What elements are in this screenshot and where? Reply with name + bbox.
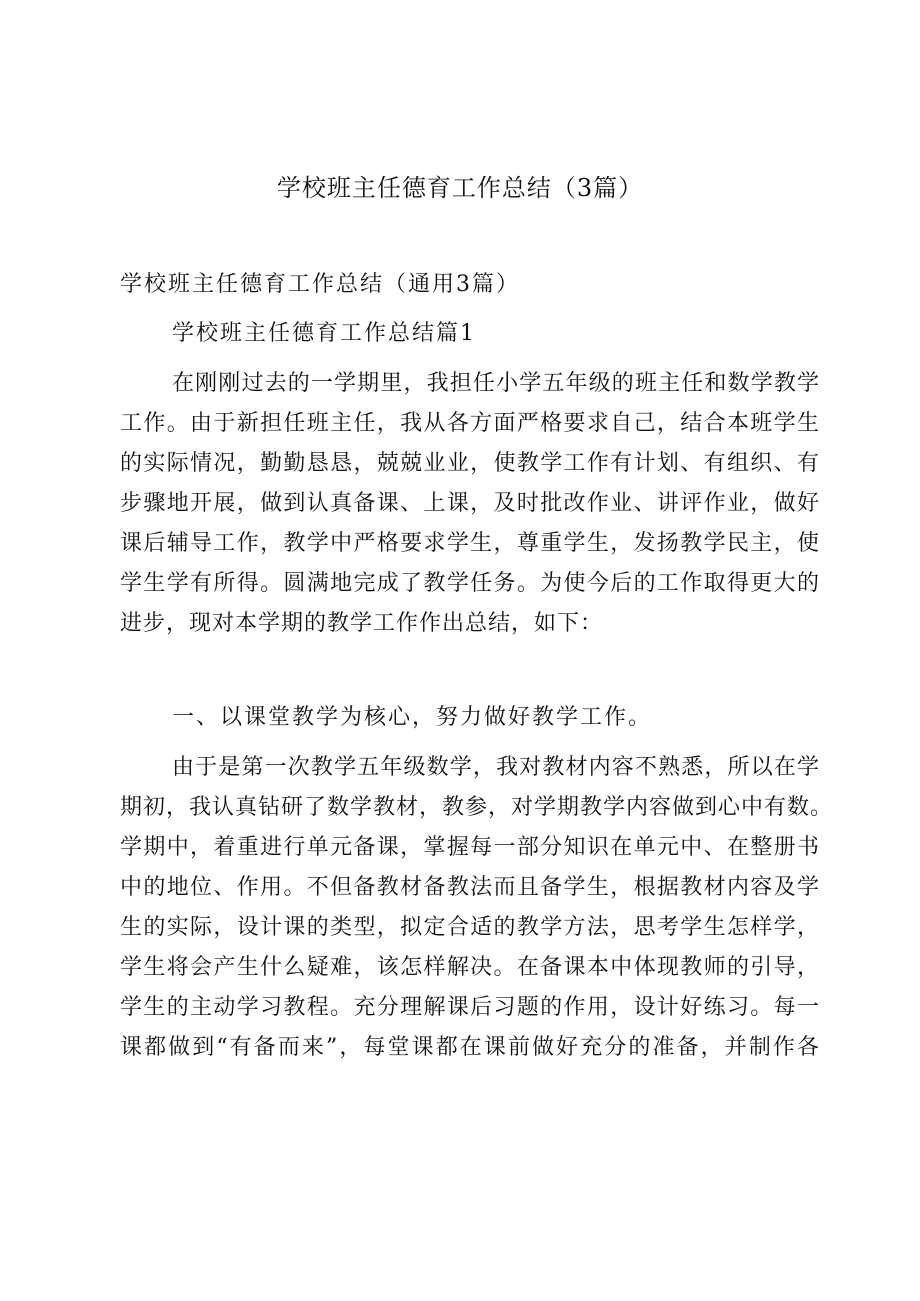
paragraph-line: 中的地位、作用。不但备教材备教法而且备学生，根据教材内容及学 — [120, 875, 820, 900]
paragraph-line: 学生将会产生什么疑难，该怎样解决。在备课本中体现教师的引导， — [120, 955, 820, 980]
paragraph-line: 步骤地开展，做到认真备课、上课，及时批改作业、讲评作业，做好 — [120, 491, 820, 516]
paragraph-2 — [120, 748, 834, 1068]
paragraph-line: 课都做到“有备而来”，每堂课都在课前做好充分的准备，并制作各 — [120, 1035, 820, 1060]
section-heading: 学校班主任德育工作总结篇1 — [172, 321, 476, 346]
paragraph-line: 进步，现对本学期的教学工作作出总结，如下： — [120, 611, 604, 636]
paragraph-line: 生的实际，设计课的类型，拟定合适的教学方法，思考学生怎样学， — [120, 915, 820, 940]
paragraph-1 — [120, 364, 820, 644]
paragraph-line: 在刚刚过去的一学期里，我担任小学五年级的班主任和数学教学 — [172, 371, 820, 396]
paragraph-line: 学期中，着重进行单元备课，掌握每一部分知识在单元中、在整册书 — [120, 835, 820, 860]
point-heading-1: 一、以课堂教学为核心，努力做好教学工作。 — [172, 705, 653, 730]
paragraph-line: 的实际情况，勤勤恳恳，兢兢业业，使教学工作有计划、有组织、有 — [120, 451, 820, 476]
paragraph-line: 学生学有所得。圆满地完成了教学任务。为使今后的工作取得更大的 — [120, 571, 820, 596]
paragraph-line: 期初，我认真钻研了数学教材，教参，对学期教学内容做到心中有数。 — [120, 795, 834, 820]
document-title: 学校班主任德育工作总结（3篇） — [276, 174, 644, 202]
paragraph-line: 学生的主动学习教程。充分理解课后习题的作用，设计好练习。每一 — [120, 995, 820, 1020]
document-subtitle: 学校班主任德育工作总结（通用3篇） — [120, 272, 520, 297]
paragraph-line: 由于是第一次教学五年级数学，我对教材内容不熟悉，所以在学 — [172, 755, 820, 780]
paragraph-line: 课后辅导工作，教学中严格要求学生，尊重学生，发扬教学民主，使 — [120, 531, 820, 556]
paragraph-line: 工作。由于新担任班主任，我从各方面严格要求自己，结合本班学生 — [120, 411, 820, 436]
